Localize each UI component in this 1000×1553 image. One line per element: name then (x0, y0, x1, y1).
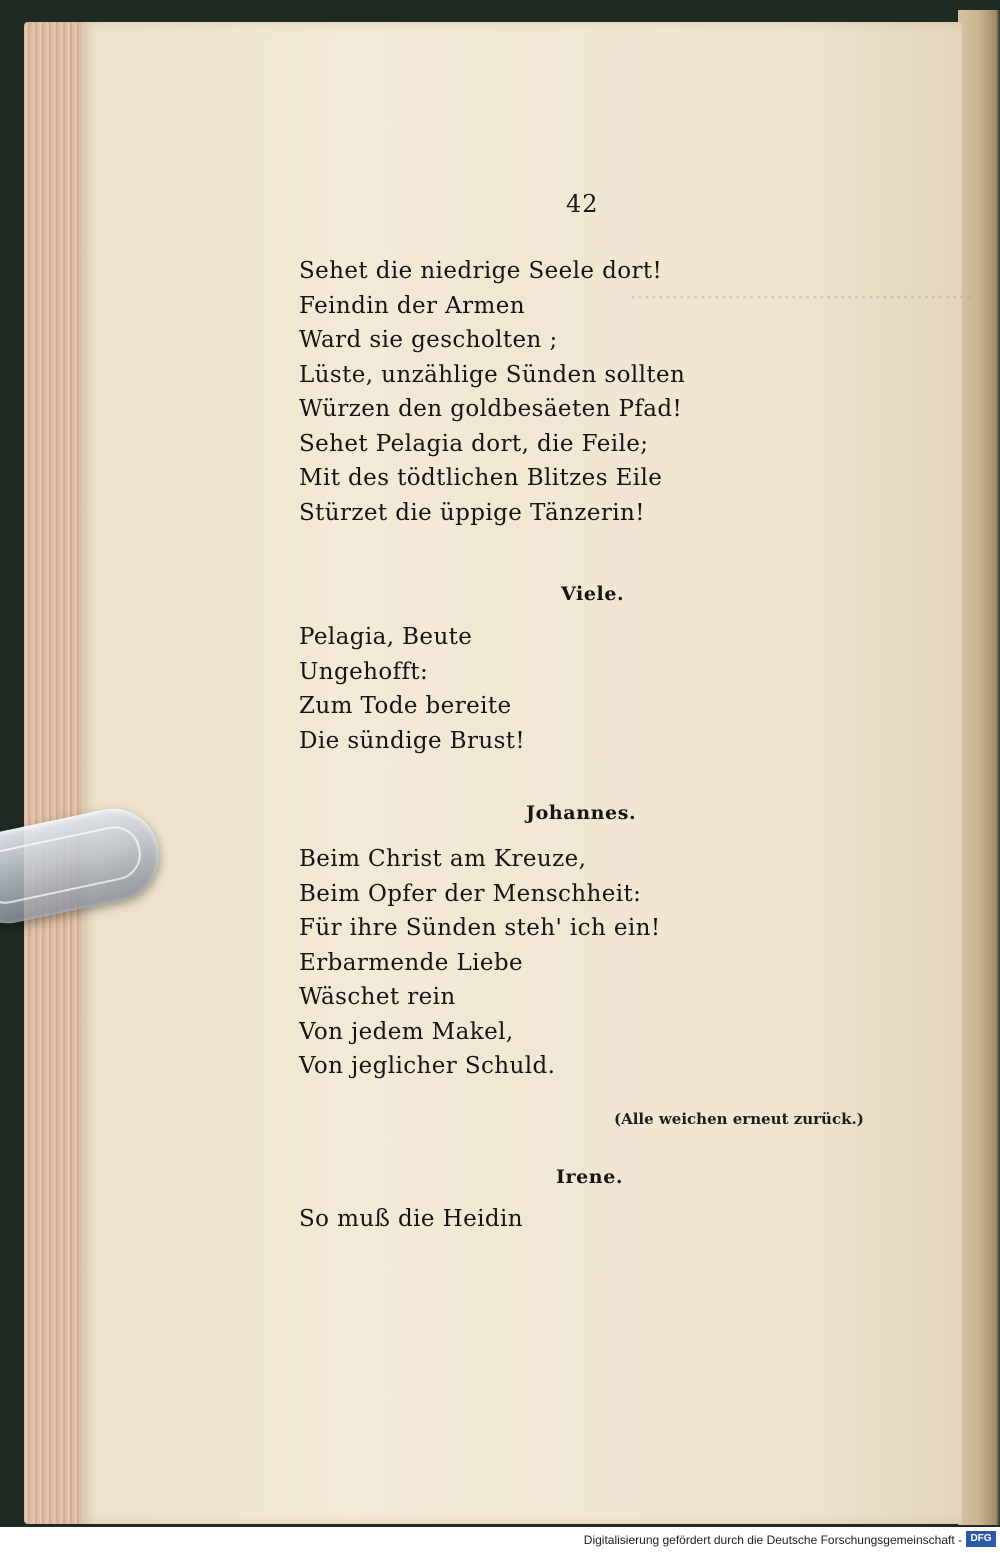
verse-line: Mit des tödtlichen Blitzes Eile (299, 465, 663, 491)
verse-line: Stürzet die üppige Tänzerin! (299, 499, 645, 526)
speaker-label-irene: Irene. (556, 1166, 624, 1188)
verse-line: Würzen den goldbesäeten Pfad! (299, 396, 683, 422)
verse-block-1 (299, 254, 685, 530)
stage-direction: (Alle weichen erneut zurück.) (614, 1110, 864, 1128)
verse-line: Für ihre Sünden steh' ich ein! (299, 915, 661, 941)
book-spine-edge (958, 10, 1000, 1525)
footer-bar (0, 1527, 1000, 1553)
verse-line: Die sündige Brust! (299, 727, 526, 754)
verse-block-4 (299, 1202, 523, 1237)
verse-line: Wäschet rein (299, 984, 456, 1010)
verse-line: Pelagia, Beute (299, 624, 473, 650)
verse-block-2 (299, 620, 525, 758)
page-number: 42 (566, 190, 599, 218)
dfg-logo: DFG (966, 1531, 996, 1547)
verse-line: Beim Christ am Kreuze, (299, 846, 587, 872)
verse-line: Beim Opfer der Menschheit: (299, 880, 642, 907)
verse-line: Von jeglicher Schuld. (299, 1053, 556, 1079)
show-through-text: ················································· (629, 286, 972, 311)
verse-block-3 (299, 842, 661, 1084)
verse-line: Sehet die niedrige Seele dort! (299, 258, 663, 284)
verse-line: Sehet Pelagia dort, die Feile; (299, 430, 649, 457)
speaker-label-viele: Viele. (561, 583, 625, 605)
page-clip-highlight (0, 822, 146, 909)
speaker-label-johannes: Johannes. (526, 802, 637, 824)
verse-line: Ward sie gescholten ; (299, 327, 558, 353)
verse-line: Ungehofft: (299, 658, 429, 685)
verse-line: Feindin der Armen (299, 292, 525, 319)
verse-line: Lüste, unzählige Sünden sollten (299, 361, 686, 388)
book-page (82, 22, 972, 1524)
verse-line: Zum Tode bereite (299, 693, 512, 719)
verse-line: Erbarmende Liebe (299, 949, 524, 976)
verse-line: Von jedem Makel, (299, 1018, 514, 1045)
footer-credit: Digitalisierung gefördert durch die Deutsche Forschungsgemeinschaft - (583, 1533, 962, 1547)
verse-line: So muß die Heidin (299, 1206, 523, 1232)
